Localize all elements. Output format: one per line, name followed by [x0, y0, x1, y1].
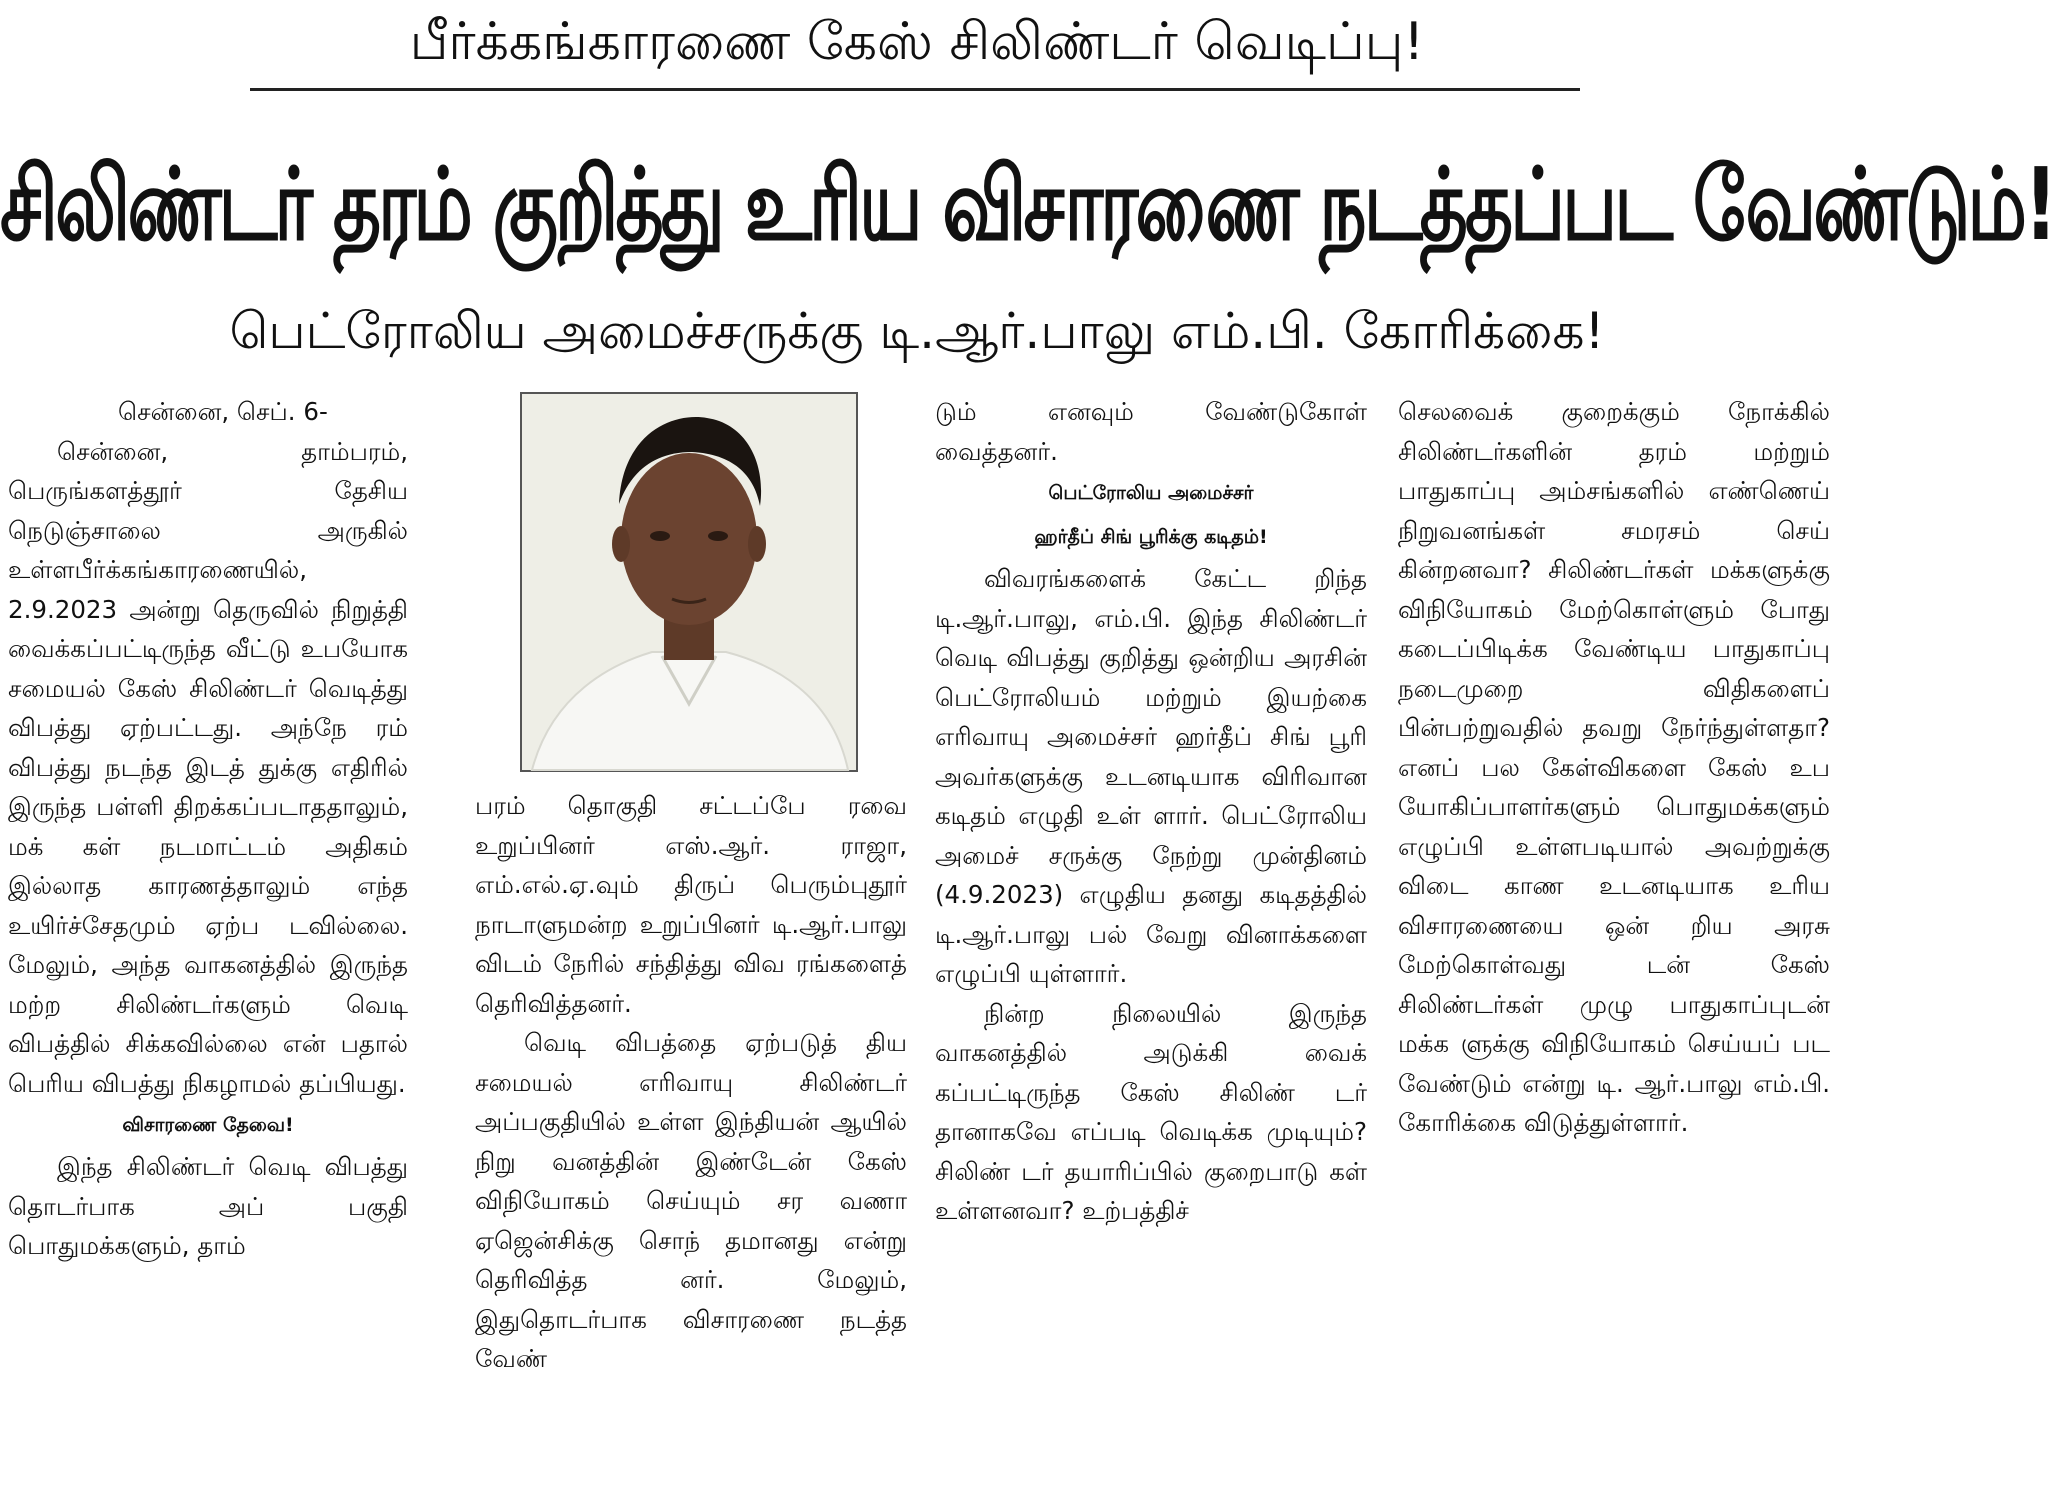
kicker-underline — [250, 88, 1580, 91]
portrait-image — [522, 394, 856, 770]
article-column-3 — [935, 392, 1367, 1231]
section-subheading: விசாரணை தேவை! — [122, 1114, 294, 1136]
paragraph: பரம் தொகுதி சட்டப்பே ரவை உறுப்பினர் எஸ்.ஆர். ராஜா, எம்.எல்.ஏ.வும் திருப் பெரும்புதூர் நாடாளுமன்ற உறுப்பினர் டி.ஆர்.பாலு விடம் நேரில் சந்தித்து விவ ரங்களைத் தெரிவித்தனர். — [475, 791, 907, 1018]
paragraph: நின்ற நிலையில் இருந்த வாகனத்தில் அடுக்கி வைக் கப்பட்டிருந்த கேஸ் சிலிண் டர் தானாகவே எப்படி வெடிக்க முடியும்? சிலிண் டர் தயாரிப்பில் குறைபாடு கள் உள்ளனவா? உற்பத்திச் — [935, 998, 1367, 1225]
portrait-photo — [520, 392, 858, 772]
paragraph: இந்த சிலிண்டர் வெடி விபத்து தொடர்பாக அப் பகுதி பொதுமக்களும், தாம் — [8, 1152, 408, 1260]
paragraph: சென்னை, தாம்பரம், பெருங்களத்தூர் தேசிய நெடுஞ்சாலை அருகில் உள்ளபீர்க்கங்காரணையில், 2.9.2023 அன்று தெருவில் நிறுத்தி வைக்கப்பட்டிருந்த வீட்டு உபயோக சமையல் கேஸ் சிலிண்டர் வெடித்து விபத்து ஏற்பட்டது. அந்நே ரம் விபத்து நடந்த இடத் துக்கு எதிரில் இருந்த பள்ளி திறக்கப்படாததாலும், மக் கள் நடமாட்டம் அதிகம் இல்லாத காரணத்தாலும் எந்த உயிர்ச்சேதமும் ஏற்ப டவில்லை. மேலும், அந்த வாகனத்தில் இருந்த மற்ற சிலிண்டர்களும் வெடி விபத்தில் சிக்கவில்லை என் பதால் பெரிய விபத்து நிகழாமல் தப்பியது. — [8, 436, 408, 1098]
paragraph: வெடி விபத்தை ஏற்படுத் திய சமையல் எரிவாயு சிலிண்டர் அப்பகுதியில் உள்ள இந்தியன் ஆயில் நிறு வனத்தின் இண்டேன் கேஸ் விநியோகம் செய்யும் சர வணா ஏஜென்சிக்கு சொந் தமானது என்று தெரிவித்த னர். மேலும், இதுதொடர்பாக விசாரணை நடத்த வேண் — [475, 1028, 907, 1373]
article-column-2 — [475, 786, 907, 1379]
paragraph: விவரங்களைக் கேட்ட றிந்த டி.ஆர்.பாலு, எம்.பி. இந்த சிலிண்டர் வெடி விபத்து குறித்து ஒன்றிய அரசின் பெட்ரோலியம் மற்றும் இயற்கை எரிவாயு அமைச்சர் ஹர்தீப் சிங் பூரி அவர்களுக்கு உடனடியாக விரிவான கடிதம் எழுதி உள் ளார். பெட்ரோலிய அமைச் சருக்கு நேற்று முன்தினம் (4.9.2023) எழுதிய தனது கடிதத்தில் டி.ஆர்.பாலு பல் வேறு வினாக்களை எழுப்பி யுள்ளார். — [935, 564, 1367, 988]
subheadline: பெட்ரோலிய அமைச்சருக்கு டி.ஆர்.பாலு எம்.பி. கோரிக்கை! — [229, 302, 1605, 360]
paragraph: செலவைக் குறைக்கும் நோக்கில் சிலிண்டர்களின் தரம் மற்றும் பாதுகாப்பு அம்சங்களில் எண்ணெய் நிறுவனங்கள் சமரசம் செய் கின்றனவா? சிலிண்டர்கள் மக்களுக்கு விநியோகம் மேற்கொள்ளும் போது கடைப்பிடிக்க வேண்டிய பாதுகாப்பு நடைமுறை விதிகளைப் பின்பற்றுவதில் தவறு நேர்ந்துள்ளதா? எனப் பல கேள்விகளை கேஸ் உப யோகிப்பாளர்களும் பொதுமக்களும் எழுப்பி உள்ளபடியால் அவற்றுக்கு விடை காண உடனடியாக உரிய விசாரணையை ஒன் றிய அரசு மேற்கொள்வது டன் கேஸ் சிலிண்டர்கள் முழு பாதுகாப்புடன் மக்க ளுக்கு விநியோகம் செய்யப் பட வேண்டும் என்று டி. ஆர்.பாலு எம்.பி. கோரிக்கை விடுத்துள்ளார். — [1398, 397, 1830, 1137]
section-subheading: பெட்ரோலிய அமைச்சர் — [1048, 482, 1254, 504]
paragraph: டும் எனவும் வேண்டுகோள் வைத்தனர். — [935, 397, 1367, 466]
article-column-1 — [8, 392, 408, 1266]
main-headline: சிலிண்டர் தரம் குறித்து உரிய விசாரணை நடத்தப்பட வேண்டும்! — [0, 147, 2055, 264]
kicker-headline: பீர்க்கங்காரணை கேஸ் சிலிண்டர் வெடிப்பு! — [409, 12, 1425, 72]
section-subheading: ஹர்தீப் சிங் பூரிக்கு கடிதம்! — [1034, 526, 1268, 548]
article-column-4 — [1398, 392, 1830, 1143]
dateline: சென்னை, செப். 6- — [118, 397, 328, 426]
